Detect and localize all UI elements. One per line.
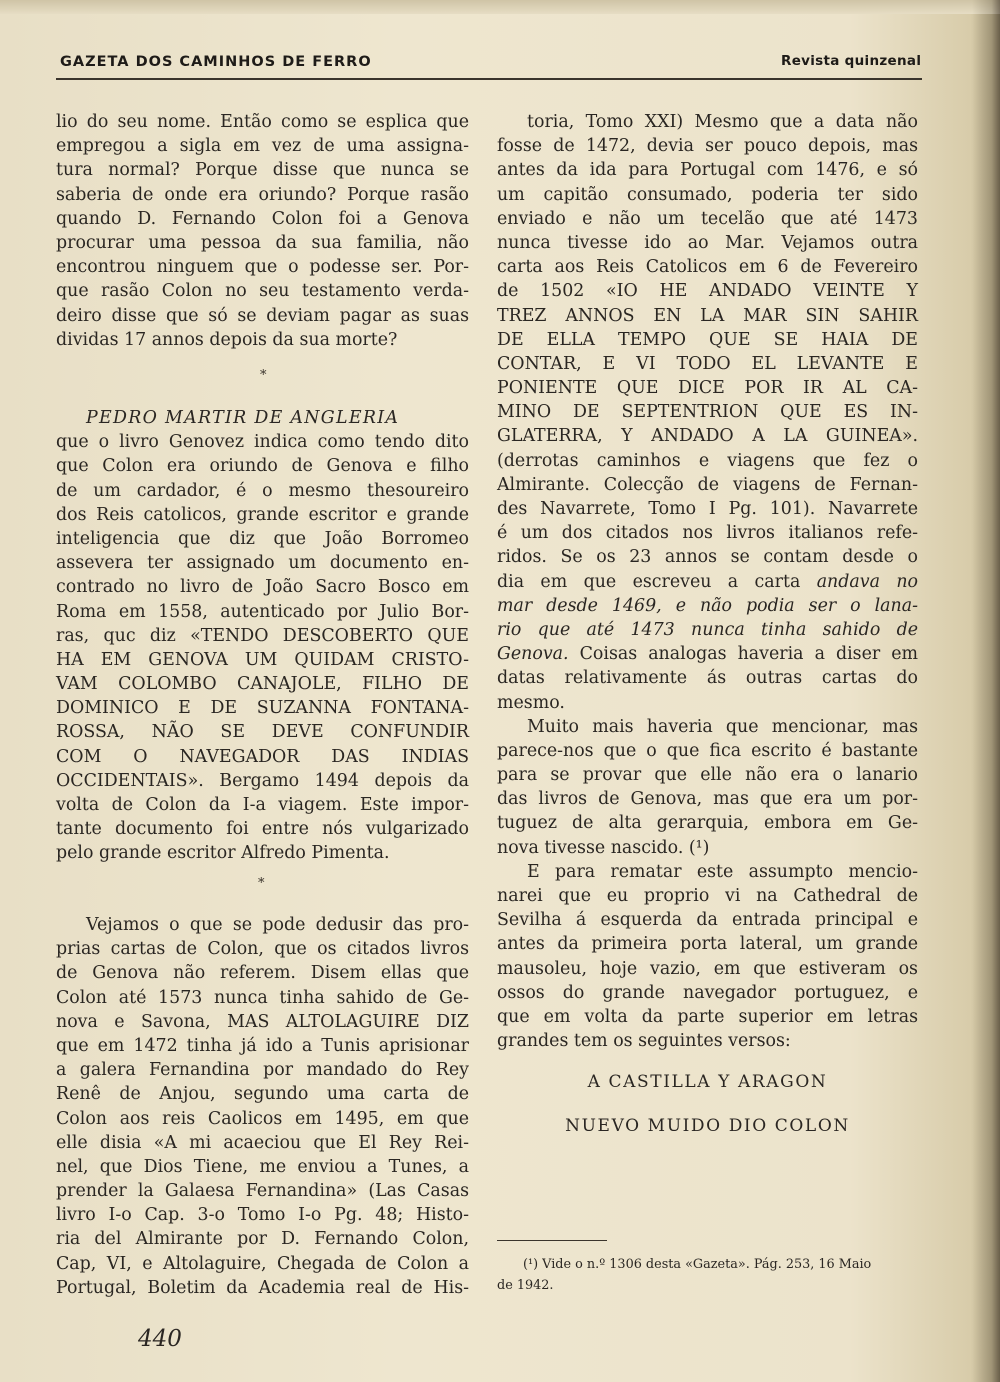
text-line: Colon aos reis Caolicos em 1495, em que	[56, 1108, 469, 1129]
text-line: HA EM GENOVA UM QUIDAM CRISTO-	[56, 649, 469, 670]
left-paragraph-1	[56, 110, 469, 352]
text-line: deiro disse que só se deviam pagar as suas	[56, 305, 469, 326]
text-line: elle disia «A mi acaeciou que El Rey Rei-	[56, 1132, 469, 1153]
text-line: enviado e não um tecelão que até 1473	[497, 208, 918, 229]
section-separator: *	[260, 368, 267, 383]
footnote-line-1: (¹) Vide o n.º 1306 desta «Gazeta». Pág. 253, 16 Maio	[523, 1257, 872, 1272]
text-line: E para rematar este assumpto mencio-	[527, 861, 918, 882]
right-line-mixed-2: mar desde 1469, e não podia ser o lana-	[497, 595, 918, 616]
text-line: procurar uma pessoa da sua familia, não	[56, 232, 469, 253]
left-paragraph-3	[56, 913, 469, 1300]
header-rule	[56, 78, 922, 80]
text-line: é um dos citados nos livros italianos refe-	[497, 523, 918, 544]
section-separator-2: *	[258, 876, 265, 891]
text-line: Roma em 1558, autenticado por Julio Bor-	[56, 601, 469, 622]
text-line: OCCIDENTAIS». Bergamo 1494 depois da	[56, 770, 469, 791]
left-column-section-3	[56, 913, 469, 1300]
text-line: nel, que Dios Tiene, me enviou a Tunes, a	[56, 1156, 469, 1177]
text-line: VAM COLOMBO CANAJOLE, FILHO DE	[56, 674, 469, 695]
text-line: mausoleu, hoje vazio, em que estiveram os	[497, 958, 918, 979]
text-line: nova tivesse nascido. (¹)	[497, 837, 710, 858]
page-edge-shadow	[972, 0, 1000, 1382]
text-line: volta de Colon da I-a viagem. Este impor-	[56, 795, 469, 815]
footnote	[497, 1254, 918, 1296]
text-line: Colon até 1573 nunca tinha sahido de Ge-	[56, 987, 469, 1008]
text-line: des Navarrete, Tomo I Pg. 101). Navarrete	[497, 499, 918, 519]
text-line: que rasão Colon no seu testamento verda-	[56, 281, 469, 302]
text-line: tuguez de alta gerarquia, embora em Ge-	[497, 813, 918, 834]
text-line: carta aos Reis Catolicos em 6 de Fevereiro	[497, 257, 918, 278]
text-line: ras, quc diz «TENDO DESCOBERTO QUE	[56, 625, 469, 646]
text-line: prias cartas de Colon, que os citados livros	[56, 939, 469, 960]
text-line: inteligencia que diz que João Borromeo	[56, 528, 469, 549]
verse-line-1: A CASTILLA Y ARAGON	[587, 1072, 828, 1092]
text-line: nova e Savona, MAS ALTOLAGUIRE DIZ	[56, 1011, 469, 1032]
footnote-rule	[497, 1240, 607, 1241]
text-line: quando D. Fernando Colon foi a Genova	[56, 208, 469, 229]
text-line: fosse de 1472, devia ser pouco depois, mas	[497, 136, 918, 157]
text-line: parece-nos que o que fica escrito é bastante	[497, 740, 918, 761]
text-line: mesmo.	[497, 692, 565, 713]
left-column	[56, 110, 469, 352]
text-line: Sevilha á esquerda da entrada principal e	[497, 910, 918, 931]
text-line: Muito mais haveria que mencionar, mas	[527, 716, 918, 737]
right-paragraph-2	[497, 666, 918, 1053]
text-line: dos Reis catolicos, grande escritor e grande	[56, 504, 469, 525]
text-line: encontrou ninguem que o podesse ser. Por-	[56, 257, 469, 278]
running-header-title: GAZETA DOS CAMINHOS DE FERRO	[60, 54, 372, 70]
text-line: toria, Tomo XXI) Mesmo que a data não	[527, 112, 918, 132]
text-line: tura normal? Porque disse que nunca se	[56, 160, 469, 181]
text-line: que em volta da parte superior em letras	[497, 1006, 918, 1027]
text-line: ossos do grande navegador portuguez, e	[497, 982, 918, 1003]
text-line: dividas 17 annos depois da sua morte?	[56, 329, 398, 350]
text-line: de 1502 «IO HE ANDADO VEINTE Y	[497, 281, 918, 302]
text-line: antes da ida para Portugal com 1476, e só	[497, 160, 918, 181]
right-column	[497, 110, 918, 1053]
right-paragraph-1	[497, 110, 918, 570]
text-line: Renê de Anjou, segundo uma carta de	[56, 1084, 469, 1105]
text-line: prender la Galaesa Fernandina» (Las Casas	[56, 1181, 469, 1202]
text-line: CONTAR, E VI TODO EL LEVANTE E	[497, 353, 918, 374]
text-line: GLATERRA, Y ANDADO A LA GUINEA».	[497, 426, 918, 447]
text-line: tante documento foi entre nós vulgarizado	[56, 819, 469, 840]
italic-run: Genova.	[497, 644, 569, 665]
text-line: pelo grande escritor Alfredo Pimenta.	[56, 843, 390, 864]
left-column-section-2	[56, 406, 469, 866]
text-line: Almirante. Colecção de viagens de Fernan-	[497, 474, 918, 495]
text-run: dia em que escreveu a carta	[497, 571, 817, 592]
text-line: DE ELLA TEMPO QUE SE HAIA DE	[497, 329, 918, 350]
text-line: ria del Almirante por D. Fernando Colon,	[56, 1229, 469, 1250]
text-line: DOMINICO E DE SUZANNA FONTANA-	[56, 698, 469, 719]
text-run: Coisas analogas haveria a diser em	[568, 644, 918, 665]
text-line: Portugal, Boletim da Academia real de His-	[56, 1277, 469, 1298]
page-number: 440	[138, 1326, 182, 1352]
right-line-mixed-3: rio que até 1473 nunca tinha sahido de	[497, 619, 918, 640]
running-header-subtitle: Revista quinzenal	[781, 53, 922, 69]
verse-line-2: NUEVO MUIDO DIO COLON	[565, 1116, 850, 1136]
text-line: TREZ ANNOS EN LA MAR SIN SAHIR	[497, 305, 918, 326]
text-line: um capitão consumado, poderia ter sido	[497, 184, 918, 205]
text-line: para se provar que elle não era o lanario	[497, 765, 918, 786]
left-paragraph-2	[56, 406, 469, 866]
text-line: datas relativamente ás outras cartas do	[497, 668, 918, 689]
text-line: narei que eu proprio vi na Cathedral de	[497, 886, 918, 906]
text-line: PEDRO MARTIR DE ANGLERIA	[86, 408, 400, 428]
text-line: nunca tivesse ido ao Mar. Vejamos outra	[497, 232, 918, 253]
text-line: que Colon era oriundo de Genova e filho	[56, 456, 469, 477]
top-strip	[0, 0, 1000, 14]
text-line: de Genova não referem. Disem ellas que	[56, 963, 469, 984]
text-line: Cap, VI, e Altolaguire, Chegada de Colon a	[56, 1253, 469, 1274]
text-line: assevera ter assignado um documento en-	[56, 553, 469, 574]
text-line: antes da primeira porta lateral, um grande	[497, 934, 918, 955]
text-line: a galera Fernandina por mandado do Rey	[56, 1060, 469, 1081]
text-line: MINO DE SEPTENTRION QUE ES IN-	[497, 402, 918, 423]
text-line: COM O NAVEGADOR DAS INDIAS	[56, 746, 469, 767]
right-line-mixed-4	[497, 642, 918, 666]
text-line: Vejamos o que se pode dedusir das pro-	[86, 915, 469, 935]
text-line: ridos. Se os 23 annos se contam desde o	[497, 547, 918, 568]
text-line: ROSSA, NÃO SE DEVE CONFUNDIR	[56, 722, 469, 743]
text-line: de um cardador, é o mesmo thesoureiro	[56, 480, 469, 501]
text-line: das livros de Genova, mas que era um por-	[497, 789, 918, 810]
text-line: que o livro Genovez indica como tendo dito	[56, 432, 469, 453]
footnote-line-2: de 1942.	[497, 1278, 554, 1293]
italic-run: andava no	[816, 571, 918, 592]
text-line: saberia de onde era oriundo? Porque rasão	[56, 184, 469, 205]
text-line: grandes tem os seguintes versos:	[497, 1031, 791, 1052]
text-line: PONIENTE QUE DICE POR IR AL CA-	[497, 378, 918, 399]
text-line: contrado no livro de João Sacro Bosco em	[56, 577, 469, 598]
right-line-mixed-1	[497, 570, 918, 594]
text-line: lio do seu nome. Então como se esplica que	[56, 112, 469, 132]
text-line: que em 1472 tinha já ido a Tunis aprisionar	[56, 1035, 469, 1056]
text-line: livro I-o Cap. 3-o Tomo I-o Pg. 48; Histo-	[56, 1205, 469, 1226]
text-line: empregou a sigla em vez de uma assigna-	[56, 136, 469, 157]
text-line: (derrotas caminhos e viagens que fez o	[497, 450, 918, 471]
